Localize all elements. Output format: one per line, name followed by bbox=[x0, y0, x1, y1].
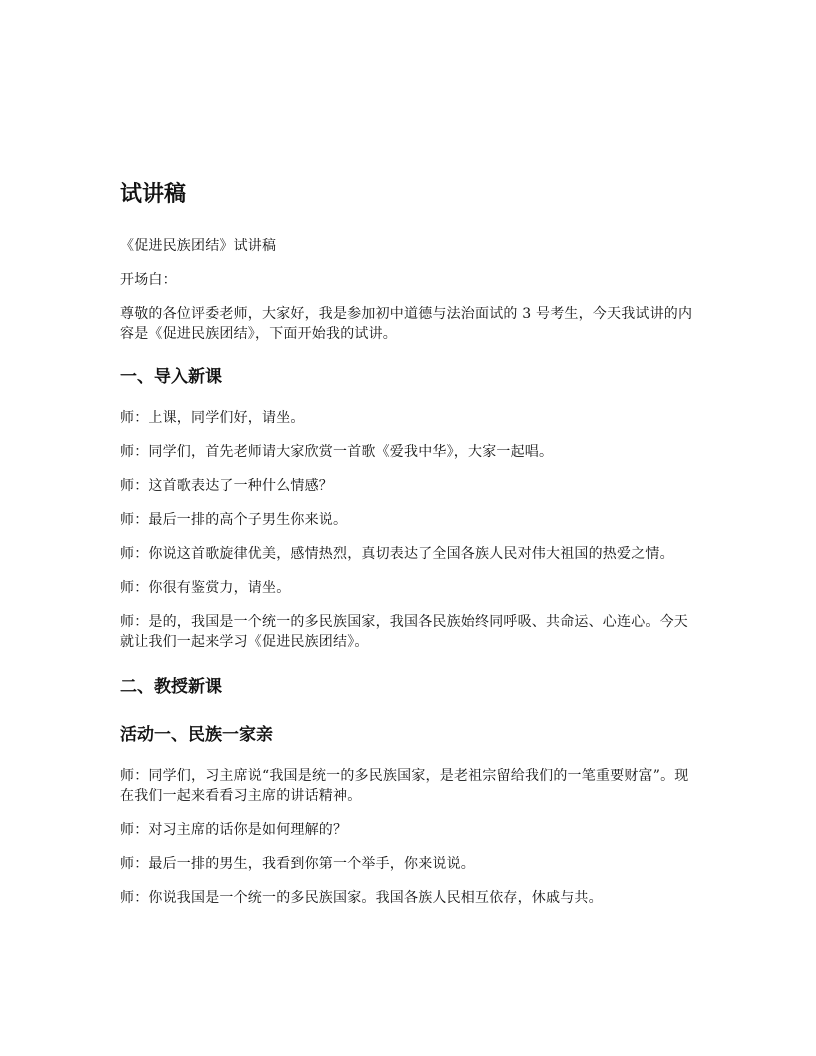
dialogue-paragraph: 师：是的，我国是一个统一的多民族国家，我国各民族始终同呼吸、共命运、心连心。今天就让我们一起来学习《促进民族团结》。 bbox=[120, 614, 688, 650]
dialogue-paragraph: 师：同学们，首先老师请大家欣赏一首歌《爱我中华》，大家一起唱。 bbox=[120, 444, 554, 460]
dialogue-paragraph: 师：你说我国是一个统一的多民族国家。我国各族人民相互依存，休戚与共。 bbox=[120, 890, 603, 906]
dialogue-paragraph: 师：上课，同学们好，请坐。 bbox=[120, 410, 305, 426]
dialogue-paragraph: 师：这首歌表达了一种什么情感？ bbox=[120, 478, 333, 494]
activity-heading: 活动一、民族一家亲 bbox=[120, 725, 273, 745]
dialogue-paragraph: 师：对习主席的话你是如何理解的？ bbox=[120, 822, 348, 838]
dialogue-paragraph: 师：最后一排的男生，我看到你第一个举手，你来说说。 bbox=[120, 856, 475, 872]
dialogue-paragraph: 师：最后一排的高个子男生你来说。 bbox=[120, 512, 348, 528]
section-heading: 二、教授新课 bbox=[120, 677, 222, 697]
dialogue-paragraph: 师：同学们，习主席说“我国是统一的多民族国家，是老祖宗留给我们的一笔重要财富”。现在我们一起来看看习主席的讲话精神。 bbox=[120, 768, 689, 804]
dialogue-paragraph: 师：你说这首歌旋律优美，感情热烈，真切表达了全国各族人民对伟大祖国的热爱之情。 bbox=[120, 546, 674, 562]
document-title: 试讲稿 bbox=[120, 181, 187, 207]
section-heading: 一、导入新课 bbox=[120, 367, 222, 387]
dialogue-paragraph: 师：你很有鉴赏力，请坐。 bbox=[120, 580, 291, 596]
document-subtitle: 《促进民族团结》试讲稿 bbox=[120, 238, 277, 254]
opening-text: 尊敬的各位评委老师，大家好，我是参加初中道德与法治面试的 3 号考生，今天我试讲的内容是《促进民族团结》，下面开始我的试讲。 bbox=[120, 306, 693, 342]
document-body bbox=[120, 178, 698, 922]
opening-label: 开场白： bbox=[120, 272, 177, 288]
